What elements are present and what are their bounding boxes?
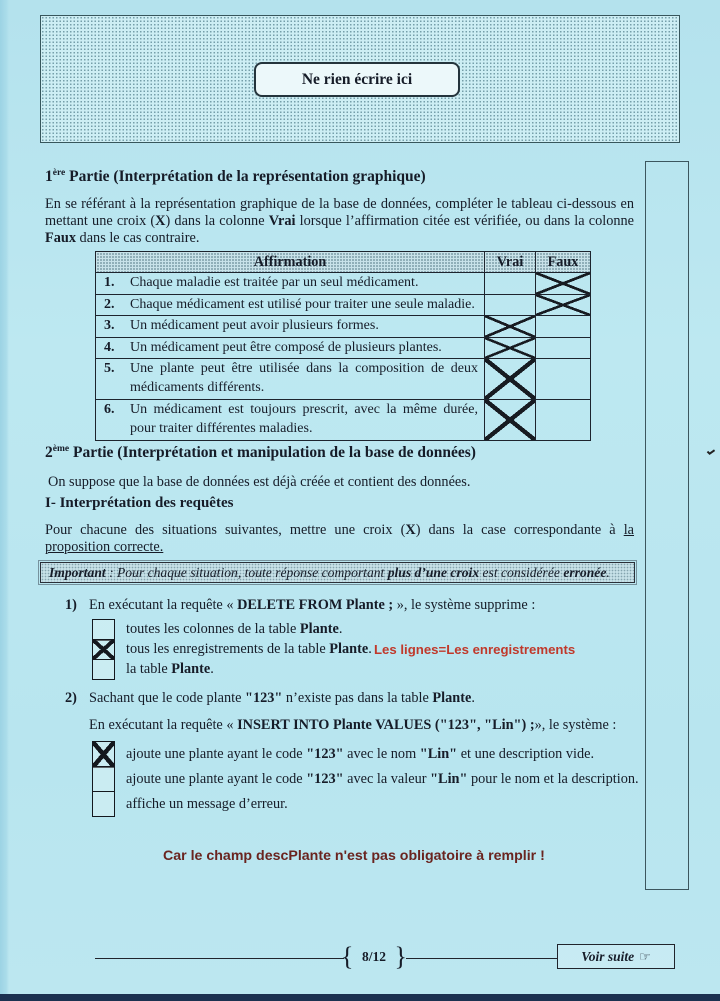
checkbox[interactable]	[92, 619, 115, 641]
part1-title: 1ère Partie (Interprétation de la représentation graphique)	[45, 168, 426, 186]
table-row: 5. Une plante peut être utilisée dans la composition de deux médicaments différents.	[96, 359, 591, 400]
column-header-faux: Faux	[536, 252, 591, 273]
part2-title: 2ème Partie (Interprétation et manipulation de la base de données)	[45, 444, 476, 462]
voir-suite-label: Voir suite	[581, 948, 635, 964]
do-not-write-label: Ne rien écrire ici	[301, 70, 413, 88]
vrai-cell[interactable]	[485, 294, 536, 316]
section-title: I- Interprétation des requêtes	[45, 495, 234, 511]
checkbox[interactable]	[92, 766, 115, 793]
pointing-hand-icon: ☞	[639, 948, 651, 964]
grading-margin-column	[645, 161, 689, 890]
column-header-vrai: Vrai	[485, 252, 536, 273]
question1-stem: En exécutant la requête « DELETE FROM Plante ; », le système supprime :	[89, 597, 536, 613]
question2-options	[92, 741, 639, 817]
affirmation-table	[95, 251, 591, 441]
faux-cell[interactable]	[536, 400, 591, 441]
q1-option-2: tous les enregistrements de la table Plante. Les lignes=Les enregistrements	[92, 639, 372, 661]
page-number: { 8/12 }	[341, 942, 407, 971]
table-row: 1. Chaque maladie est traitée par un seul médicament.	[96, 273, 591, 295]
q1-option-3: la table Plante.	[92, 659, 372, 681]
left-brace: {	[341, 942, 354, 971]
vrai-cell[interactable]	[485, 359, 536, 400]
faux-cell[interactable]	[536, 273, 591, 295]
q1-option-1: toutes les colonnes de la table Plante.	[92, 619, 372, 641]
checkbox[interactable]	[92, 791, 115, 818]
question2-stem-line1: Sachant que le code plante "123" n’existe pas dans la table Plante.	[89, 690, 475, 706]
question1-options	[92, 619, 576, 680]
page-bottom-edge	[0, 994, 720, 1001]
voir-suite-box	[557, 944, 675, 969]
vrai-cell[interactable]	[485, 316, 536, 338]
vrai-cell[interactable]	[485, 337, 536, 359]
maroon-annotation: Car le champ descPlante n'est pas obligatoire à remplir !	[163, 848, 545, 864]
important-banner: Important : Pour chaque situation, toute réponse comportant plus d’une croix est considérée erronée.	[40, 562, 635, 583]
faux-cell[interactable]	[536, 337, 591, 359]
header-dotted-zone	[40, 15, 680, 143]
part1-intro: En se référant à la représentation graphique de la base de données, compléter le tableau ci-dessous en mettant une croix (X) dans la colonne Vrai lorsque l’affirmation citée est vérifiée, ou dans la colonne Faux dans le cas contraire.	[45, 196, 634, 246]
vrai-cell[interactable]	[485, 400, 536, 441]
q2-option-2: ajoute une plante ayant le code "123" avec la valeur "Lin" pour le nom et la description.	[92, 766, 639, 793]
question2-number: 2)	[65, 690, 77, 706]
question2-stem-line2: En exécutant la requête « INSERT INTO Plante VALUES ("123", "Lin") ;», le système :	[89, 717, 617, 733]
q2-option-3: affiche un message d’erreur.	[92, 791, 639, 818]
faux-cell[interactable]	[536, 316, 591, 338]
checkbox[interactable]	[92, 741, 115, 768]
column-header-affirmation: Affirmation	[96, 252, 485, 273]
section-instruction: Pour chacune des situations suivantes, mettre une croix (X) dans la case correspondante à la proposition correcte.	[45, 522, 635, 555]
faux-cell[interactable]	[536, 359, 591, 400]
table-row: 6. Un médicament est toujours prescrit, avec la même durée, pour traiter différentes maladies.	[96, 400, 591, 441]
page-left-edge	[0, 0, 9, 1001]
right-brace: }	[394, 942, 407, 971]
q2-option-1: ajoute une plante ayant le code "123" avec le nom "Lin" et une description vide.	[92, 741, 639, 768]
superscript: ère	[52, 168, 66, 178]
table-row: 2. Chaque médicament est utilisé pour traiter une seule maladie.	[96, 294, 591, 316]
checkbox[interactable]	[92, 659, 115, 681]
table-row: 4. Un médicament peut être composé de plusieurs plantes.	[96, 337, 591, 359]
superscript: ème	[52, 444, 70, 454]
red-annotation: Les lignes=Les enregistrements	[374, 641, 576, 657]
vrai-cell[interactable]	[485, 273, 536, 295]
table-row: 3. Un médicament peut avoir plusieurs formes.	[96, 316, 591, 338]
stray-pen-mark	[706, 449, 714, 457]
faux-cell[interactable]	[536, 294, 591, 316]
checkbox[interactable]	[92, 639, 115, 661]
do-not-write-box	[254, 62, 460, 97]
footer-rule-right	[406, 958, 557, 959]
part2-note: On suppose que la base de données est déjà créée et contient des données.	[48, 474, 471, 490]
question1-number: 1)	[65, 597, 77, 613]
footer-rule-left	[95, 958, 344, 959]
table-header-row	[96, 252, 591, 273]
